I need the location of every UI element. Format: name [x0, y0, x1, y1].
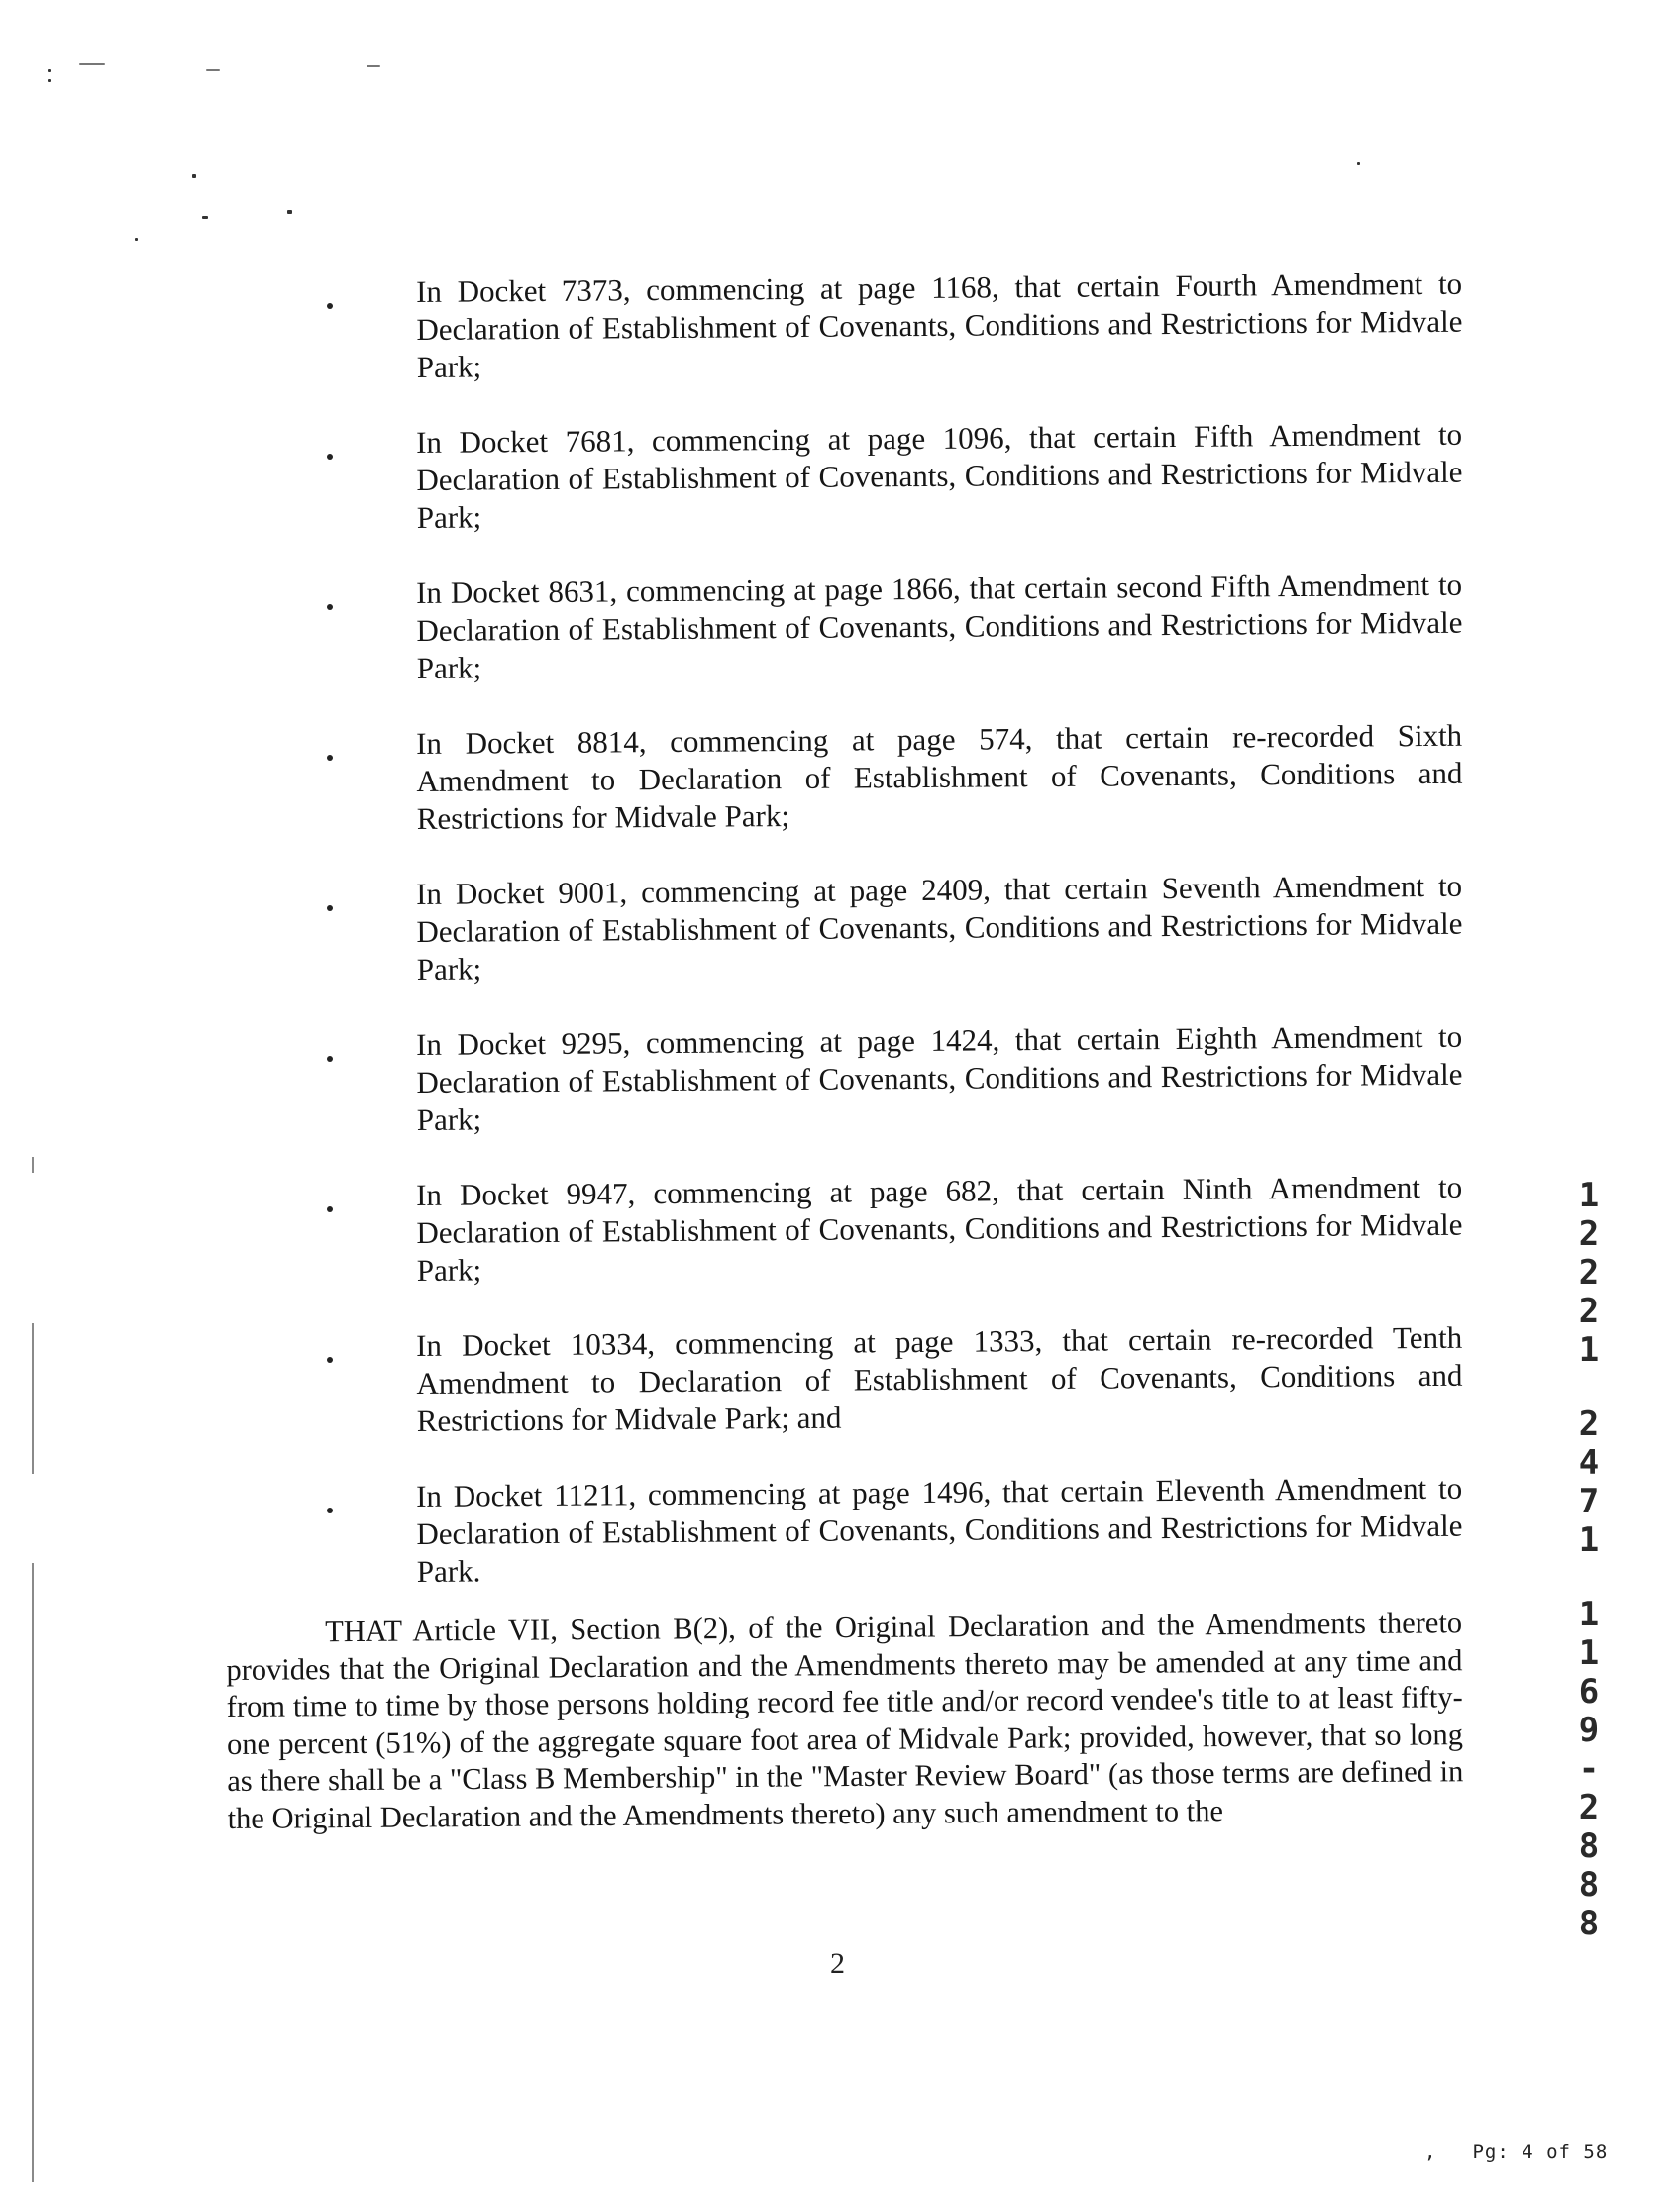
recording-page-footer	[1424, 2141, 1608, 2163]
page-number: 2	[830, 1947, 845, 1980]
bullet	[327, 454, 333, 460]
scan-edge-line	[32, 1323, 34, 1474]
stamp-digit: 4	[1578, 1443, 1600, 1483]
footer-mark: ,	[1424, 2141, 1437, 2163]
docket-entry: In Docket 9295, commencing at page 1424, that certain Eighth Amendment to Declaration of Establishment of Covenants, Conditions and Restrictions for Midvale Park;	[416, 1018, 1463, 1137]
scan-speck	[48, 69, 51, 72]
scan-speck	[287, 210, 292, 214]
stamp-digit: 8	[1578, 1826, 1600, 1866]
stamp-digit: 2	[1578, 1788, 1600, 1827]
stamp-digit: 8	[1578, 1865, 1600, 1905]
stamp-digit: 8	[1578, 1904, 1600, 1943]
bullet	[327, 755, 333, 761]
stamp-digit: 2	[1578, 1405, 1600, 1444]
scan-speck	[206, 69, 220, 71]
scan-speck	[135, 238, 138, 241]
stamp-digit: 1	[1578, 1176, 1600, 1215]
docket-entry: In Docket 9001, commencing at page 2409, that certain Seventh Amendment to Declaration of Establishment of Covenants, Conditions and Restrictions for Midvale Park;	[416, 868, 1463, 987]
bullet	[327, 1056, 333, 1062]
stamp-digit: 2	[1578, 1253, 1600, 1293]
scan-edge-line	[32, 1157, 34, 1173]
body-paragraph: THAT Article VII, Section B(2), of the Original Declaration and the Amendments thereto provides that the Original Declaration and the Amendments thereto may be amended at any time and from time to time by those persons holding record fee title and/or record vendee's title to at least fifty-one percent (51%) of the aggregate square foot area of Midvale Park; provided, however, that so long as there shall be a "Class B Membership" in the "Master Review Board" (as those terms are defined in the Original Declaration and the Amendments thereto) any such amendment to the	[226, 1606, 1464, 1835]
bullet	[327, 604, 333, 610]
stamp-digit: 1	[1578, 1520, 1600, 1560]
docket-entry: In Docket 9947, commencing at page 682, that certain Ninth Amendment to Declaration of Establishment of Covenants, Conditions and Restrictions for Midvale Park;	[416, 1169, 1463, 1288]
scan-speck	[192, 174, 196, 178]
stamp-digit: 1	[1578, 1330, 1600, 1370]
bullet	[327, 905, 333, 911]
stamp-digit: 2	[1578, 1292, 1600, 1331]
scan-speck	[202, 216, 208, 219]
docket-entry: In Docket 10334, commencing at page 1333, that certain re-recorded Tenth Amendment to Declaration of Establishment of Covenants, Conditions and Restrictions for Midvale Park; and	[416, 1319, 1463, 1438]
stamp-digit: 6	[1578, 1672, 1600, 1712]
bullet	[327, 1508, 333, 1513]
footer-page-count: Pg: 4 of 58	[1472, 2141, 1609, 2163]
scan-speck	[1357, 162, 1360, 165]
bullet	[327, 303, 333, 309]
stamp-digit: 9	[1578, 1711, 1600, 1750]
docket-entry: In Docket 8814, commencing at page 574, that certain re-recorded Sixth Amendment to Declaration of Establishment of Covenants, Conditions and Restrictions for Midvale Park;	[416, 717, 1463, 836]
bullet	[327, 1206, 333, 1212]
docket-entry: In Docket 7681, commencing at page 1096, that certain Fifth Amendment to Declaration of Establishment of Covenants, Conditions and Restrictions for Midvale Park;	[416, 416, 1463, 535]
scan-edge-line	[32, 1563, 34, 2182]
scan-speck	[79, 63, 105, 65]
docket-entry: In Docket 7373, commencing at page 1168, that certain Fourth Amendment to Declaration of Establishment of Covenants, Conditions and Restrictions for Midvale Park;	[416, 265, 1463, 384]
scan-speck	[48, 79, 51, 82]
stamp-digit: 2	[1578, 1214, 1600, 1254]
docket-stamp	[1573, 1177, 1605, 1943]
stamp-digit: 1	[1578, 1633, 1600, 1673]
stamp-digit: 7	[1578, 1482, 1600, 1521]
stamp-digit: -	[1578, 1749, 1600, 1789]
docket-entry: In Docket 11211, commencing at page 1496, that certain Eleventh Amendment to Declaration of Establishment of Covenants, Conditions and Restrictions for Midvale Park.	[416, 1470, 1463, 1589]
stamp-digit: 1	[1578, 1595, 1600, 1634]
scan-speck	[367, 65, 380, 67]
docket-entry: In Docket 8631, commencing at page 1866, that certain second Fifth Amendment to Declaration of Establishment of Covenants, Conditions and Restrictions for Midvale Park;	[416, 567, 1463, 685]
bullet	[327, 1357, 333, 1363]
